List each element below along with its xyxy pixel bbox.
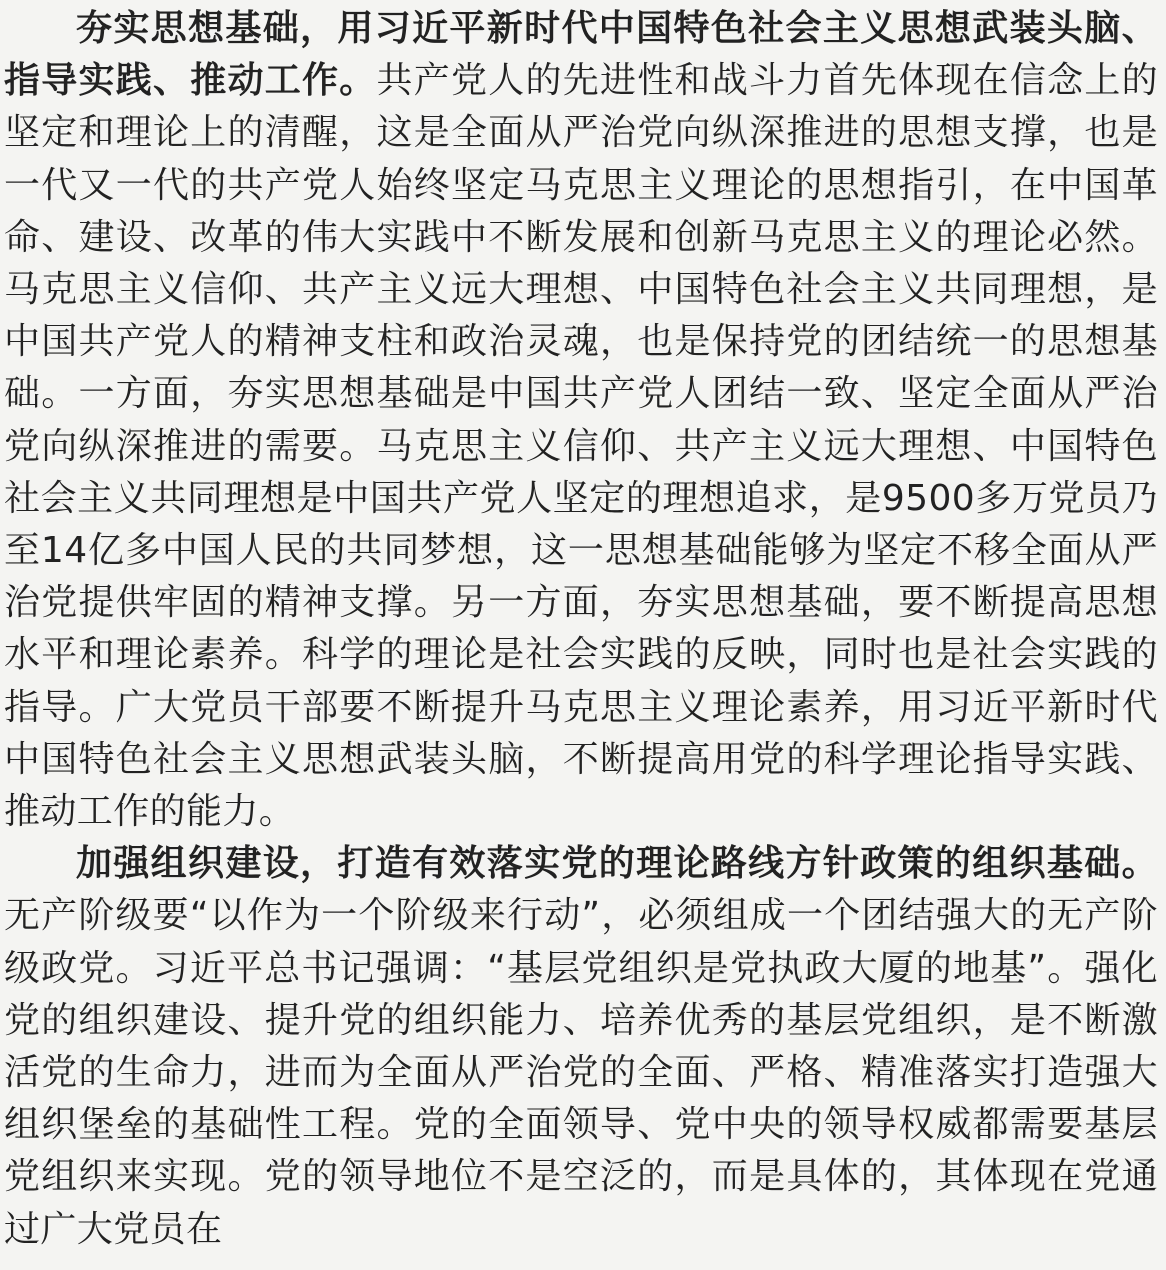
- paragraph-organization-building: [4, 838, 1158, 1256]
- paragraph-lead: 夯实思想基础，用习近平新时代中国特色社会主义思想武装头脑、指导实践、推动工作。: [4, 8, 1158, 102]
- paragraph-body: 共产党人的先进性和战斗力首先体现在信念上的坚定和理论上的清醒，这是全面从严治党向纵深推进的思想支撑，也是一代又一代的共产党人始终坚定马克思主义理论的思想指引，在中国革命、建设、改革的伟大实践中不断发展和创新马克思主义的理论必然。马克思主义信仰、共产主义远大理想、中国特色社会主义共同理想，是中国共产党人的精神支柱和政治灵魂，也是保持党的团结统一的思想基础。一方面，夯实思想基础是中国共产党人团结一致、坚定全面从严治党向纵深推进的需要。马克思主义信仰、共产主义远大理想、中国特色社会主义共同理想是中国共产党人坚定的理想追求，是9500多万党员乃至14亿多中国人民的共同梦想，这一思想基础能够为坚定不移全面从严治党提供牢固的精神支撑。另一方面，夯实思想基础，要不断提高思想水平和理论素养。科学的理论是社会实践的反映，同时也是社会实践的指导。广大党员干部要不断提升马克思主义理论素养，用习近平新时代中国特色社会主义思想武装头脑，不断提高用党的科学理论指导实践、推动工作的能力。: [4, 60, 1158, 833]
- paragraph-thought-foundation: [4, 3, 1158, 838]
- paragraph-body: 无产阶级要“以作为一个阶级来行动”，必须组成一个团结强大的无产阶级政党。习近平总书记强调：“基层党组织是党执政大厦的地基”。强化党的组织建设、提升党的组织能力、培养优秀的基层党组织，是不断激活党的生命力，进而为全面从严治党的全面、严格、精准落实打造强大组织堡垒的基础性工程。党的全面领导、党中央的领导权威都需要基层党组织来实现。党的领导地位不是空泛的，而是具体的，其体现在党通过广大党员在: [4, 895, 1158, 1250]
- paragraph-lead: 加强组织建设，打造有效落实党的理论路线方针政策的组织基础。: [76, 843, 1158, 885]
